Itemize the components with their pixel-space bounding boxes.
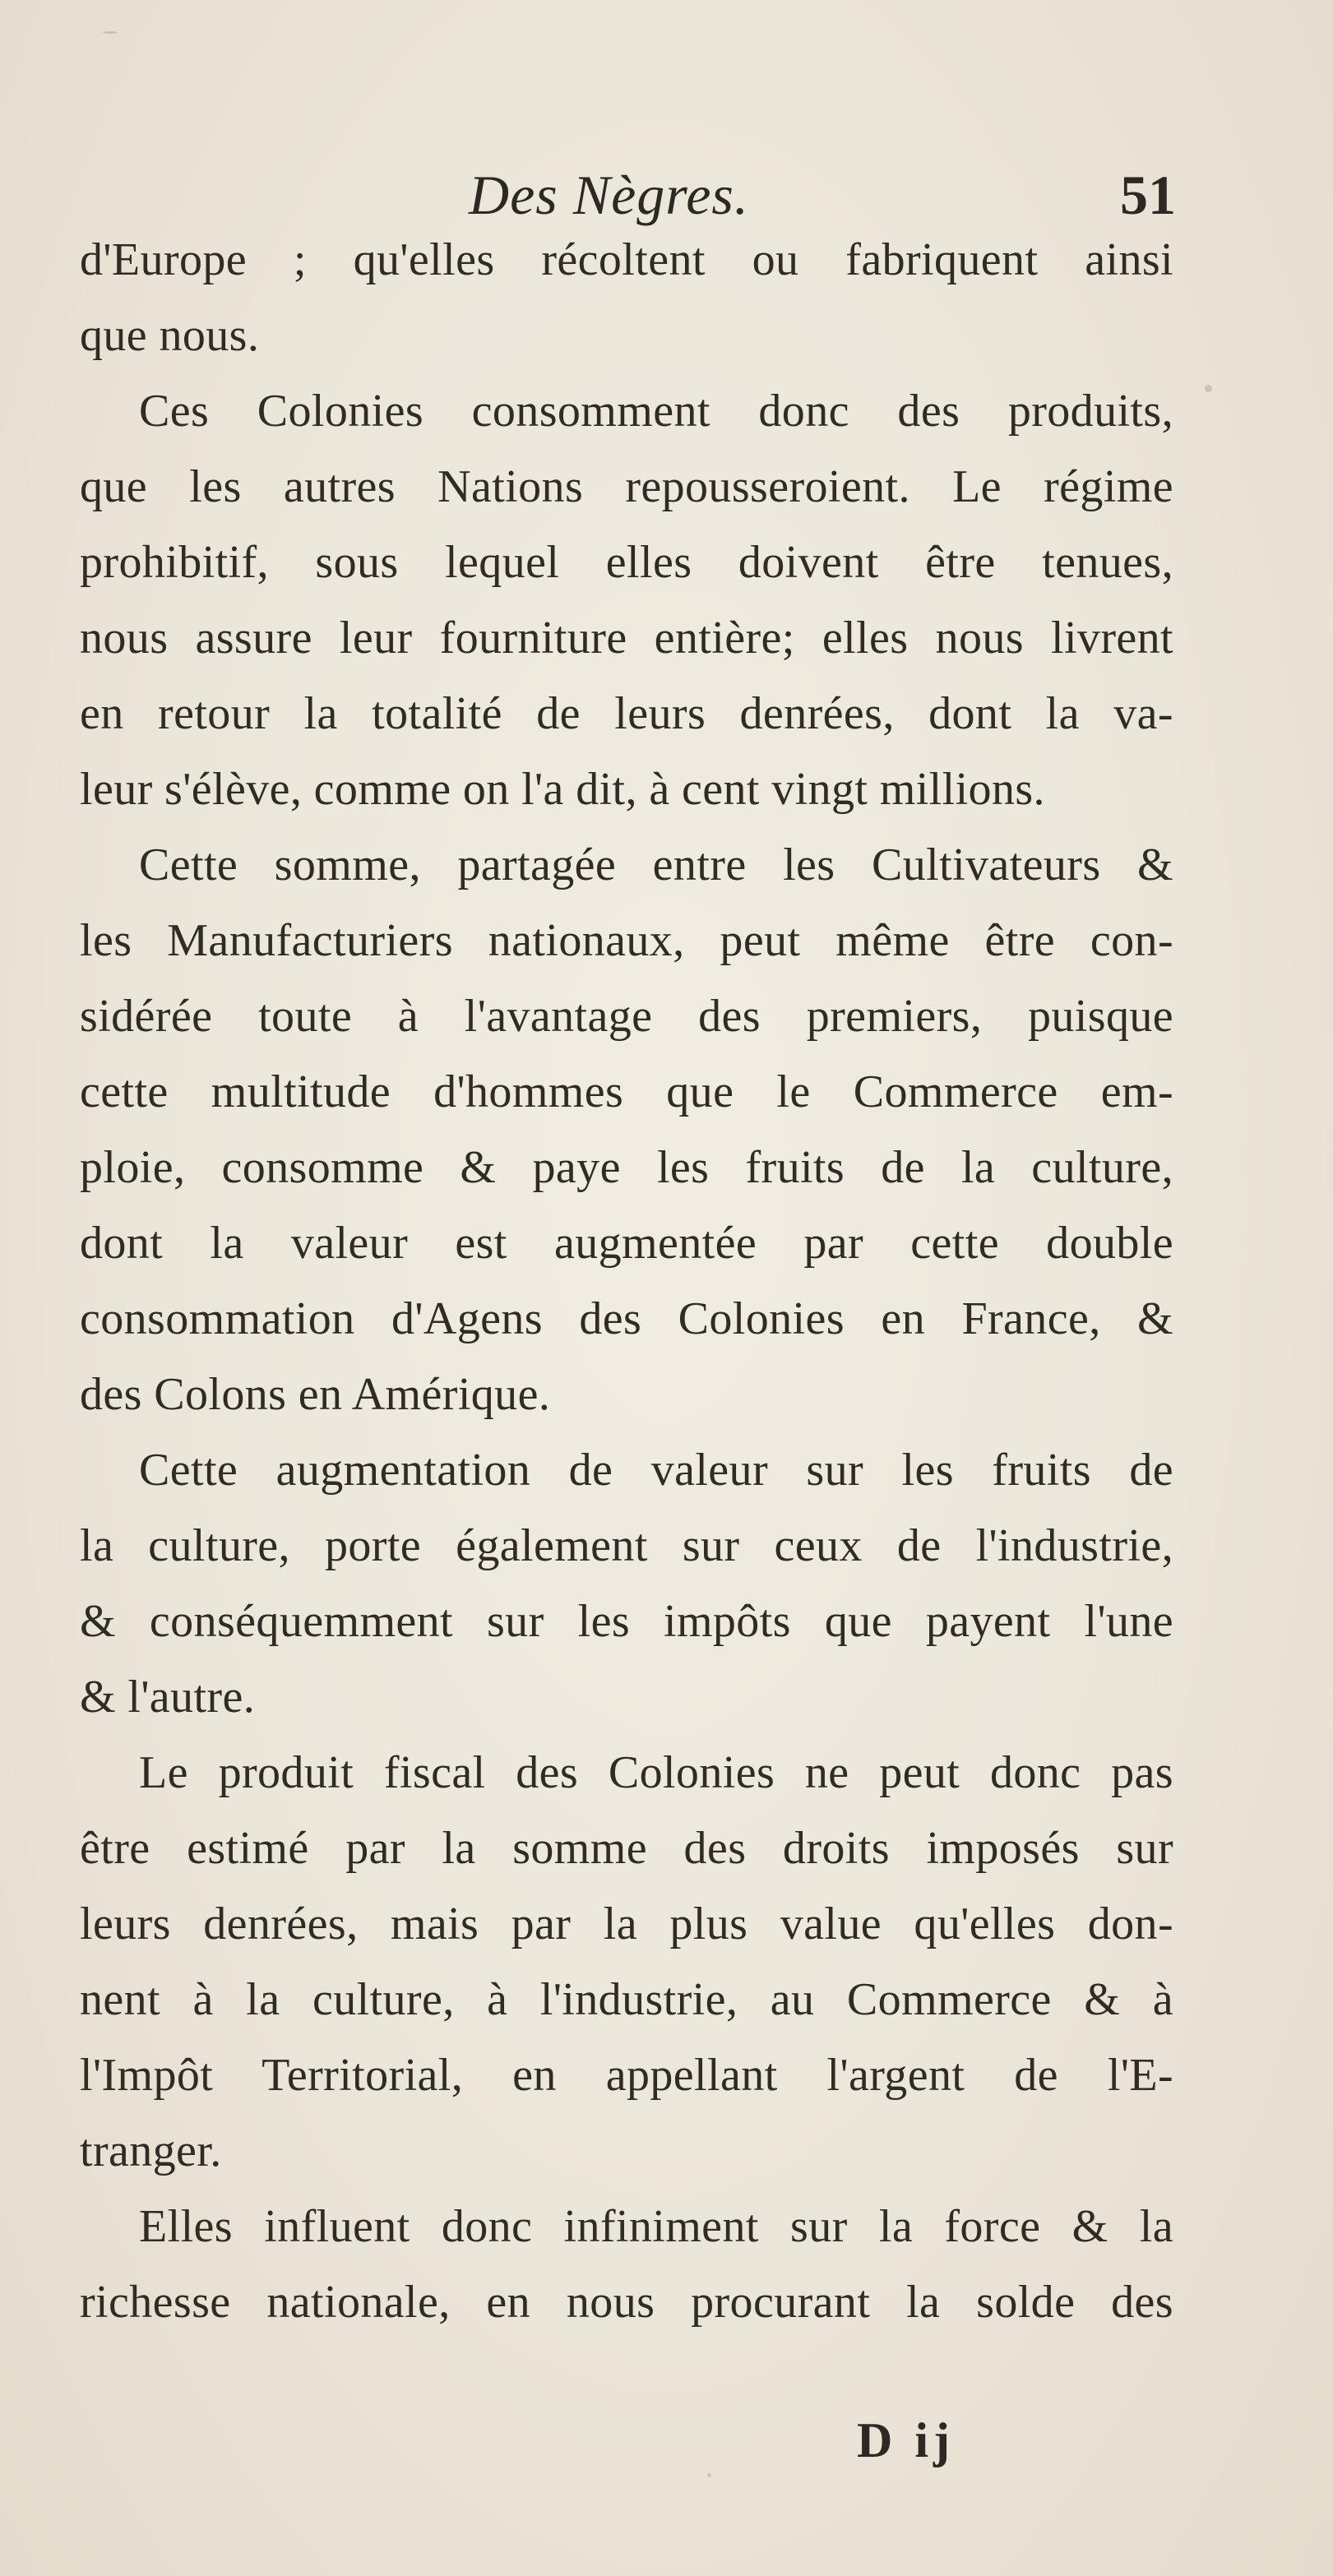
running-title: Des Nègres. <box>469 164 749 226</box>
text-line: Elles influent donc infiniment sur la force & la <box>139 2201 1173 2252</box>
text-line: sidérée toute à l'avantage des premiers, puisque <box>80 991 1173 1042</box>
paper-speck <box>707 2473 711 2477</box>
text-line: être estimé par la somme des droits imposés sur <box>80 1823 1173 1874</box>
text-line: leur s'élève, comme on l'a dit, à cent vingt millions. <box>80 764 1045 815</box>
text-line: les Manufacturiers nationaux, peut même être con- <box>80 915 1173 966</box>
text-line: prohibitif, sous lequel elles doivent être tenues, <box>80 537 1173 588</box>
text-line: en retour la totalité de leurs denrées, dont la va- <box>80 688 1173 739</box>
text-line: leurs denrées, mais par la plus value qu'elles don- <box>80 1898 1173 1949</box>
text-line: richesse nationale, en nous procurant la solde des <box>80 2277 1173 2328</box>
text-line: Le produit fiscal des Colonies ne peut donc pas <box>139 1747 1173 1798</box>
text-line: que nous. <box>80 310 260 361</box>
text-line: Cette somme, partagée entre les Cultivateurs & <box>139 839 1173 890</box>
text-line: cette multitude d'hommes que le Commerce em- <box>80 1066 1173 1117</box>
text-line: tranger. <box>80 2125 222 2176</box>
paper-speck <box>1205 385 1212 392</box>
text-line: ploie, consomme & paye les fruits de la culture, <box>80 1142 1173 1193</box>
text-line: consommation d'Agens des Colonies en France, & <box>80 1293 1173 1344</box>
text-line: dont la valeur est augmentée par cette double <box>80 1218 1173 1269</box>
text-line: Ces Colonies consomment donc des produits, <box>139 386 1173 437</box>
paper-speck <box>103 31 118 34</box>
text-line: nous assure leur fourniture entière; elles nous livrent <box>80 613 1173 664</box>
text-line: & l'autre. <box>80 1672 256 1723</box>
text-line: la culture, porte également sur ceux de l'industrie, <box>80 1520 1173 1571</box>
page-number: 51 <box>1120 164 1176 226</box>
text-line: que les autres Nations repousseroient. Le régime <box>80 461 1173 512</box>
text-line: des Colons en Amérique. <box>80 1369 551 1420</box>
text-line: d'Europe ; qu'elles récoltent ou fabriquent ainsi <box>80 234 1173 285</box>
signature-mark: D ij <box>857 2413 955 2467</box>
running-head <box>82 163 1176 226</box>
text-line: nent à la culture, à l'industrie, au Commerce & à <box>80 1974 1173 2025</box>
body-text <box>80 222 1173 2340</box>
text-line: Cette augmentation de valeur sur les fruits de <box>139 1445 1173 1496</box>
text-line: l'Impôt Territorial, en appellant l'argent de l'E- <box>80 2050 1173 2101</box>
text-line: & conséquemment sur les impôts que payent l'une <box>80 1596 1173 1647</box>
